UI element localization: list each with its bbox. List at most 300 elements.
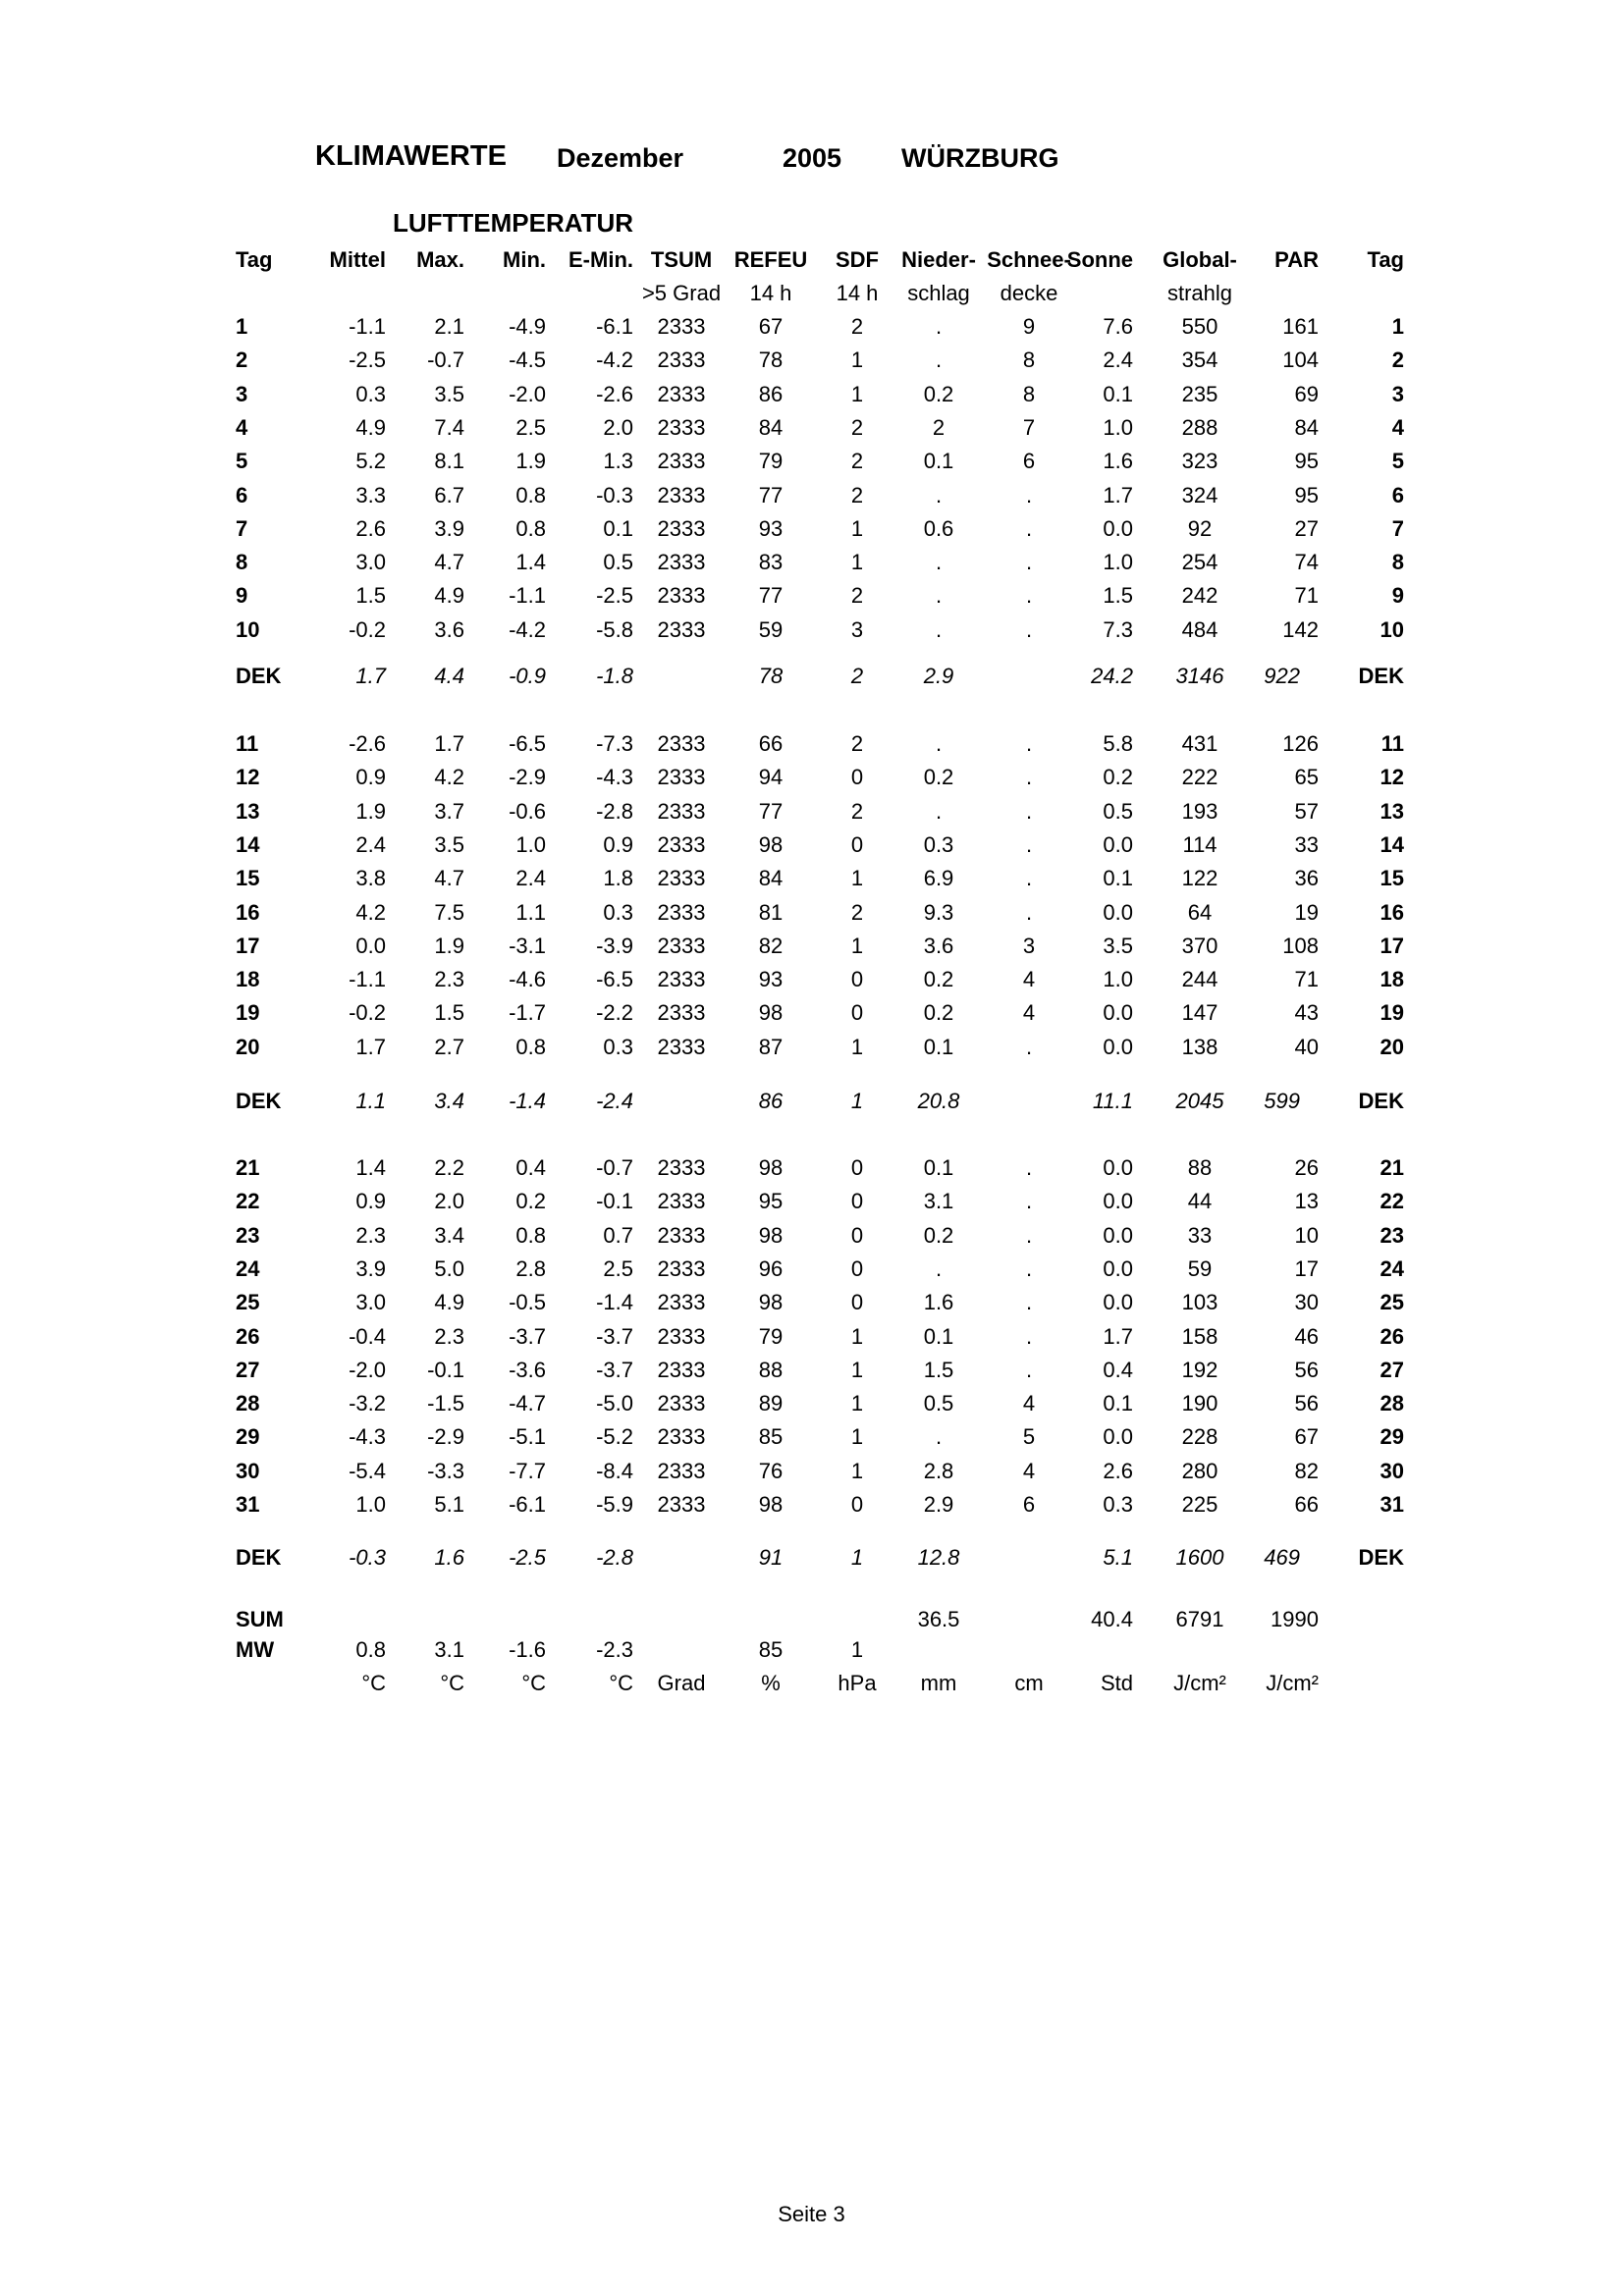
cell-sonne: 0.0 — [1103, 831, 1133, 857]
cell-schneedecke: . — [1025, 482, 1033, 507]
cell-max: 2.7 — [434, 1034, 464, 1059]
cell-mittel: 3.9 — [355, 1255, 386, 1281]
cell-mittel: -2.0 — [349, 1357, 386, 1382]
cell-emin: -6.5 — [596, 967, 633, 992]
cell-sonne: 3.5 — [1103, 933, 1133, 958]
cell-min: °C — [521, 1671, 546, 1695]
cell-mittel: -3.2 — [349, 1391, 386, 1416]
cell-globalstrahlung: 138 — [1181, 1034, 1218, 1059]
cell-sdf: 2 — [850, 899, 864, 925]
table-row — [0, 731, 1623, 765]
cell-min: 0.4 — [515, 1155, 546, 1180]
cell-emin: -7.3 — [596, 731, 633, 756]
cell-sdf: 0 — [850, 1290, 864, 1315]
table-row — [0, 832, 1623, 866]
cell-tag-right: DEK — [1358, 664, 1404, 688]
cell-schneedecke: Schnee- — [987, 247, 1071, 272]
cell-tsum: TSUM — [650, 247, 713, 272]
table-row — [0, 1492, 1623, 1525]
cell-sdf: 0 — [850, 1222, 864, 1248]
cell-max: 5.1 — [434, 1492, 464, 1517]
cell-tag: 26 — [236, 1323, 260, 1349]
cell-par: 46 — [1294, 1323, 1319, 1349]
cell-mittel: 4.2 — [355, 899, 386, 925]
cell-tag: 8 — [236, 550, 248, 575]
cell-emin: 0.3 — [603, 1034, 633, 1059]
cell-niederschlag: . — [935, 1424, 943, 1450]
cell-globalstrahlung: 122 — [1181, 866, 1218, 891]
cell-refeu: 87 — [758, 1034, 784, 1059]
cell-par: 10 — [1294, 1222, 1319, 1248]
cell-tag: 2 — [236, 347, 248, 373]
cell-schneedecke: 4 — [1022, 967, 1036, 992]
cell-min: -6.1 — [509, 1492, 546, 1517]
cell-schneedecke: cm — [1014, 1671, 1044, 1695]
cell-par: 57 — [1294, 798, 1319, 824]
cell-max: 4.2 — [434, 765, 464, 790]
cell-max: 5.0 — [434, 1255, 464, 1281]
cell-niederschlag: 0.2 — [923, 1000, 954, 1026]
cell-max: 3.4 — [434, 1222, 464, 1248]
cell-schneedecke: . — [1025, 515, 1033, 541]
cell-max: 1.5 — [434, 1000, 464, 1026]
cell-refeu: 14 h — [749, 281, 792, 305]
cell-tag: 23 — [236, 1222, 260, 1248]
cell-par: 36 — [1294, 866, 1319, 891]
cell-niederschlag: . — [935, 1255, 943, 1281]
cell-sonne: 0.4 — [1103, 1357, 1133, 1382]
cell-tsum: 2333 — [657, 731, 706, 756]
cell-tag-right: 23 — [1380, 1222, 1404, 1248]
cell-sonne: 0.0 — [1103, 1000, 1133, 1026]
cell-min: -1.4 — [509, 1089, 546, 1113]
cell-tsum: 2333 — [657, 866, 706, 891]
cell-min: -7.7 — [509, 1458, 546, 1483]
cell-schneedecke: . — [1025, 1255, 1033, 1281]
cell-niederschlag: 3.1 — [923, 1189, 954, 1214]
cell-schneedecke: 9 — [1022, 314, 1036, 339]
cell-globalstrahlung: 550 — [1181, 314, 1218, 339]
cell-par: 40 — [1294, 1034, 1319, 1059]
cell-niederschlag: 0.3 — [923, 831, 954, 857]
cell-tag-right: 14 — [1380, 831, 1404, 857]
cell-par: 56 — [1294, 1357, 1319, 1382]
report-year: 2005 — [783, 143, 842, 173]
cell-tag-right: 30 — [1380, 1458, 1404, 1483]
cell-emin: -2.2 — [596, 1000, 633, 1026]
cell-emin: -2.8 — [596, 798, 633, 824]
table-row — [0, 1189, 1623, 1222]
cell-sonne: 2.6 — [1103, 1458, 1133, 1483]
cell-tsum: 2333 — [657, 449, 706, 474]
cell-refeu: 98 — [758, 1492, 784, 1517]
cell-niederschlag: 3.6 — [923, 933, 954, 958]
cell-schneedecke: 4 — [1022, 1391, 1036, 1416]
cell-max: -2.9 — [427, 1424, 464, 1450]
header-row-1 — [0, 247, 1623, 281]
cell-emin: -4.3 — [596, 765, 633, 790]
cell-sdf: 0 — [850, 765, 864, 790]
cell-max: 4.7 — [434, 550, 464, 575]
cell-emin: 1.3 — [603, 449, 633, 474]
decade-summary-row — [0, 1089, 1623, 1122]
cell-globalstrahlung: 280 — [1181, 1458, 1218, 1483]
cell-sdf: 1 — [850, 1458, 864, 1483]
cell-schneedecke: . — [1025, 550, 1033, 575]
cell-tag-right: 12 — [1380, 765, 1404, 790]
table-row — [0, 314, 1623, 347]
table-row — [0, 866, 1623, 899]
cell-tsum: 2333 — [657, 831, 706, 857]
cell-sonne: 1.5 — [1103, 583, 1133, 609]
table-row — [0, 617, 1623, 651]
cell-refeu: 77 — [758, 583, 784, 609]
cell-mittel: 3.0 — [355, 550, 386, 575]
cell-mittel: -5.4 — [349, 1458, 386, 1483]
cell-sonne: 0.1 — [1103, 866, 1133, 891]
cell-globalstrahlung: 431 — [1181, 731, 1218, 756]
cell-sdf: 1 — [850, 1545, 864, 1570]
cell-par: 26 — [1294, 1155, 1319, 1180]
cell-sdf: 2 — [850, 314, 864, 339]
cell-sdf: 2 — [850, 449, 864, 474]
cell-tsum: 2333 — [657, 1222, 706, 1248]
cell-sdf: SDF — [836, 247, 879, 272]
table-row — [0, 1155, 1623, 1189]
cell-tsum: 2333 — [657, 347, 706, 373]
cell-tag-right: 26 — [1380, 1323, 1404, 1349]
cell-min: 2.5 — [515, 414, 546, 440]
report-title: KLIMAWERTE — [315, 140, 507, 172]
cell-sonne: 7.6 — [1103, 314, 1133, 339]
cell-min: 2.8 — [515, 1255, 546, 1281]
cell-min: -1.6 — [509, 1637, 546, 1662]
cell-emin: -5.2 — [596, 1424, 633, 1450]
cell-globalstrahlung: 225 — [1181, 1492, 1218, 1517]
cell-sdf: 0 — [850, 1492, 864, 1517]
cell-sdf: 1 — [850, 866, 864, 891]
cell-min: Min. — [503, 247, 546, 272]
cell-niederschlag: . — [935, 616, 943, 642]
cell-tag: 18 — [236, 967, 260, 992]
cell-mittel: 0.9 — [355, 765, 386, 790]
cell-tsum: 2333 — [657, 1323, 706, 1349]
cell-globalstrahlung: 44 — [1187, 1189, 1213, 1214]
cell-tag: 6 — [236, 482, 248, 507]
cell-niederschlag: 0.1 — [923, 1155, 954, 1180]
cell-mittel: -1.1 — [349, 967, 386, 992]
cell-refeu: 86 — [758, 381, 784, 406]
cell-schneedecke: decke — [1000, 281, 1058, 305]
cell-refeu: 83 — [758, 550, 784, 575]
cell-max: 3.6 — [434, 616, 464, 642]
cell-niederschlag: 0.2 — [923, 967, 954, 992]
cell-tag: 25 — [236, 1290, 260, 1315]
cell-min: -6.5 — [509, 731, 546, 756]
cell-max: 4.9 — [434, 1290, 464, 1315]
cell-refeu: 81 — [758, 899, 784, 925]
cell-max: 3.4 — [434, 1089, 464, 1113]
cell-mittel: 0.9 — [355, 1189, 386, 1214]
cell-tag: 16 — [236, 899, 260, 925]
cell-tag: 9 — [236, 583, 248, 609]
cell-min: -2.0 — [509, 381, 546, 406]
cell-schneedecke: . — [1025, 831, 1033, 857]
cell-min: 0.8 — [515, 482, 546, 507]
cell-emin: -6.1 — [596, 314, 633, 339]
cell-globalstrahlung: 244 — [1181, 967, 1218, 992]
cell-tsum: 2333 — [657, 1034, 706, 1059]
cell-tag-right: 19 — [1380, 1000, 1404, 1026]
cell-niederschlag: 0.5 — [923, 1391, 954, 1416]
cell-tag: 3 — [236, 381, 248, 406]
cell-min: -4.9 — [509, 314, 546, 339]
cell-emin: -8.4 — [596, 1458, 633, 1483]
cell-sdf: 3 — [850, 616, 864, 642]
mean-row — [0, 1637, 1623, 1671]
table-row — [0, 1223, 1623, 1256]
cell-mittel: -0.2 — [349, 1000, 386, 1026]
cell-min: -1.1 — [509, 583, 546, 609]
cell-tsum: 2333 — [657, 1424, 706, 1450]
cell-sonne: 0.0 — [1103, 1424, 1133, 1450]
cell-par: J/cm² — [1266, 1671, 1319, 1695]
cell-sonne: 1.7 — [1103, 482, 1133, 507]
cell-niederschlag: schlag — [907, 281, 970, 305]
table-row — [0, 449, 1623, 482]
cell-tag-right: 27 — [1380, 1357, 1404, 1382]
cell-min: -0.9 — [509, 664, 546, 688]
cell-globalstrahlung: 3146 — [1175, 664, 1224, 688]
cell-mittel: 1.9 — [355, 798, 386, 824]
cell-emin: 0.3 — [603, 899, 633, 925]
cell-mittel: 3.8 — [355, 866, 386, 891]
cell-sdf: 1 — [850, 347, 864, 373]
cell-par: PAR — [1274, 247, 1319, 272]
cell-schneedecke: 4 — [1022, 1000, 1036, 1026]
cell-niederschlag: 0.6 — [923, 515, 954, 541]
table-row — [0, 516, 1623, 550]
table-row — [0, 415, 1623, 449]
table-row — [0, 1391, 1623, 1424]
cell-mittel: -0.4 — [349, 1323, 386, 1349]
cell-min: -4.5 — [509, 347, 546, 373]
table-row — [0, 483, 1623, 516]
cell-mittel: °C — [361, 1671, 386, 1695]
cell-min: -2.9 — [509, 765, 546, 790]
cell-tag: 30 — [236, 1458, 260, 1483]
cell-schneedecke: 5 — [1022, 1424, 1036, 1450]
cell-sonne: 0.0 — [1103, 1034, 1133, 1059]
cell-tag: 29 — [236, 1424, 260, 1450]
cell-niederschlag: 36.5 — [917, 1607, 960, 1631]
cell-schneedecke: . — [1025, 583, 1033, 609]
cell-schneedecke: 8 — [1022, 381, 1036, 406]
cell-sonne: 1.0 — [1103, 967, 1133, 992]
cell-mittel: 3.3 — [355, 482, 386, 507]
table-row — [0, 583, 1623, 616]
cell-par: 95 — [1294, 449, 1319, 474]
cell-schneedecke: . — [1025, 899, 1033, 925]
cell-mittel: 2.6 — [355, 515, 386, 541]
cell-niederschlag: . — [935, 314, 943, 339]
cell-max: 1.9 — [434, 933, 464, 958]
cell-refeu: REFEU — [733, 247, 808, 272]
cell-tag-right: 25 — [1380, 1290, 1404, 1315]
cell-tsum: Grad — [657, 1671, 706, 1695]
cell-niederschlag: 2.9 — [923, 1492, 954, 1517]
cell-max: -1.5 — [427, 1391, 464, 1416]
cell-max: 2.3 — [434, 967, 464, 992]
cell-refeu: % — [761, 1671, 781, 1695]
cell-globalstrahlung: 147 — [1181, 1000, 1218, 1026]
cell-schneedecke: 6 — [1022, 449, 1036, 474]
cell-par: 71 — [1294, 967, 1319, 992]
cell-tag-right: DEK — [1358, 1545, 1404, 1570]
cell-sdf: 2 — [850, 731, 864, 756]
cell-par: 33 — [1294, 831, 1319, 857]
cell-sdf: 1 — [850, 1391, 864, 1416]
cell-max: 7.4 — [434, 414, 464, 440]
cell-sdf: 1 — [850, 1357, 864, 1382]
cell-tsum: 2333 — [657, 583, 706, 609]
cell-tag: SUM — [236, 1607, 284, 1631]
cell-tsum: 2333 — [657, 765, 706, 790]
cell-min: 0.8 — [515, 515, 546, 541]
cell-par: 43 — [1294, 1000, 1319, 1026]
cell-globalstrahlung: 254 — [1181, 550, 1218, 575]
cell-emin: -5.0 — [596, 1391, 633, 1416]
cell-niederschlag: . — [935, 550, 943, 575]
cell-schneedecke: 4 — [1022, 1458, 1036, 1483]
cell-tag-right: 6 — [1391, 482, 1404, 507]
cell-emin: -0.3 — [596, 482, 633, 507]
cell-niederschlag: 2.8 — [923, 1458, 954, 1483]
table-row — [0, 1035, 1623, 1068]
cell-par: 56 — [1294, 1391, 1319, 1416]
cell-niederschlag: 0.2 — [923, 381, 954, 406]
cell-par: 82 — [1294, 1458, 1319, 1483]
cell-niederschlag: 6.9 — [923, 866, 954, 891]
cell-tag-right: 2 — [1391, 347, 1404, 373]
cell-tsum: 2333 — [657, 1189, 706, 1214]
cell-emin: -5.8 — [596, 616, 633, 642]
cell-par: 69 — [1294, 381, 1319, 406]
cell-refeu: 95 — [758, 1189, 784, 1214]
cell-schneedecke: . — [1025, 1222, 1033, 1248]
cell-niederschlag: mm — [920, 1671, 957, 1695]
cell-par: 104 — [1282, 347, 1319, 373]
cell-max: 3.1 — [434, 1637, 464, 1662]
cell-tag: 20 — [236, 1034, 260, 1059]
cell-emin: 2.0 — [603, 414, 633, 440]
cell-refeu: 93 — [758, 967, 784, 992]
cell-schneedecke: . — [1025, 1034, 1033, 1059]
cell-min: 1.1 — [515, 899, 546, 925]
cell-schneedecke: . — [1025, 1357, 1033, 1382]
cell-mittel: 0.0 — [355, 933, 386, 958]
cell-tag: 12 — [236, 765, 260, 790]
cell-tsum: 2333 — [657, 550, 706, 575]
cell-sonne: 1.0 — [1103, 414, 1133, 440]
cell-min: 1.9 — [515, 449, 546, 474]
cell-par: 13 — [1294, 1189, 1319, 1214]
cell-max: 3.7 — [434, 798, 464, 824]
cell-mittel: Mittel — [329, 247, 386, 272]
cell-sdf: 2 — [850, 482, 864, 507]
table-row — [0, 1000, 1623, 1034]
cell-schneedecke: . — [1025, 1290, 1033, 1315]
cell-schneedecke: . — [1025, 616, 1033, 642]
cell-sonne: 0.1 — [1103, 381, 1133, 406]
cell-mittel: 2.4 — [355, 831, 386, 857]
cell-mittel: 5.2 — [355, 449, 386, 474]
cell-globalstrahlung: 192 — [1181, 1357, 1218, 1382]
cell-sonne: 0.0 — [1103, 899, 1133, 925]
cell-max: Max. — [416, 247, 464, 272]
cell-schneedecke: . — [1025, 1323, 1033, 1349]
cell-par: 126 — [1282, 731, 1319, 756]
cell-sdf: 2 — [850, 664, 864, 688]
cell-par: 95 — [1294, 482, 1319, 507]
cell-tsum: 2333 — [657, 967, 706, 992]
cell-niederschlag: 12.8 — [917, 1545, 960, 1570]
cell-niederschlag: 0.2 — [923, 765, 954, 790]
cell-mittel: 1.7 — [355, 664, 386, 688]
cell-globalstrahlung: 59 — [1187, 1255, 1213, 1281]
cell-max: 2.3 — [434, 1323, 464, 1349]
table-row — [0, 382, 1623, 415]
cell-sdf: 0 — [850, 1255, 864, 1281]
cell-tsum: 2333 — [657, 798, 706, 824]
cell-globalstrahlung: 222 — [1181, 765, 1218, 790]
cell-sonne: 40.4 — [1091, 1607, 1133, 1631]
cell-sdf: 0 — [850, 1000, 864, 1026]
cell-par: 161 — [1282, 314, 1319, 339]
cell-sdf: 1 — [850, 933, 864, 958]
cell-globalstrahlung: 1600 — [1175, 1545, 1224, 1570]
cell-emin: °C — [609, 1671, 633, 1695]
cell-globalstrahlung: 354 — [1181, 347, 1218, 373]
cell-par: 108 — [1282, 933, 1319, 958]
table-row — [0, 799, 1623, 832]
cell-min: -3.1 — [509, 933, 546, 958]
cell-mittel: 1.1 — [355, 1089, 386, 1113]
cell-sdf: 1 — [850, 1034, 864, 1059]
cell-emin: 0.1 — [603, 515, 633, 541]
cell-tag: 24 — [236, 1255, 260, 1281]
cell-max: 6.7 — [434, 482, 464, 507]
cell-tag-right: 13 — [1380, 798, 1404, 824]
cell-sdf: 14 h — [836, 281, 879, 305]
cell-min: -3.6 — [509, 1357, 546, 1382]
cell-sonne: 0.1 — [1103, 1391, 1133, 1416]
table-row — [0, 900, 1623, 934]
cell-min: 0.8 — [515, 1222, 546, 1248]
cell-min: -4.7 — [509, 1391, 546, 1416]
cell-refeu: 59 — [758, 616, 784, 642]
cell-emin: -3.7 — [596, 1323, 633, 1349]
cell-tag-right: 24 — [1380, 1255, 1404, 1281]
cell-niederschlag: 0.1 — [923, 1034, 954, 1059]
decade-summary-row — [0, 1545, 1623, 1578]
cell-sonne: 0.0 — [1103, 1189, 1133, 1214]
cell-globalstrahlung: 190 — [1181, 1391, 1218, 1416]
cell-par: 71 — [1294, 583, 1319, 609]
cell-refeu: 93 — [758, 515, 784, 541]
cell-sonne: 0.0 — [1103, 1155, 1133, 1180]
cell-tsum: 2333 — [657, 1155, 706, 1180]
